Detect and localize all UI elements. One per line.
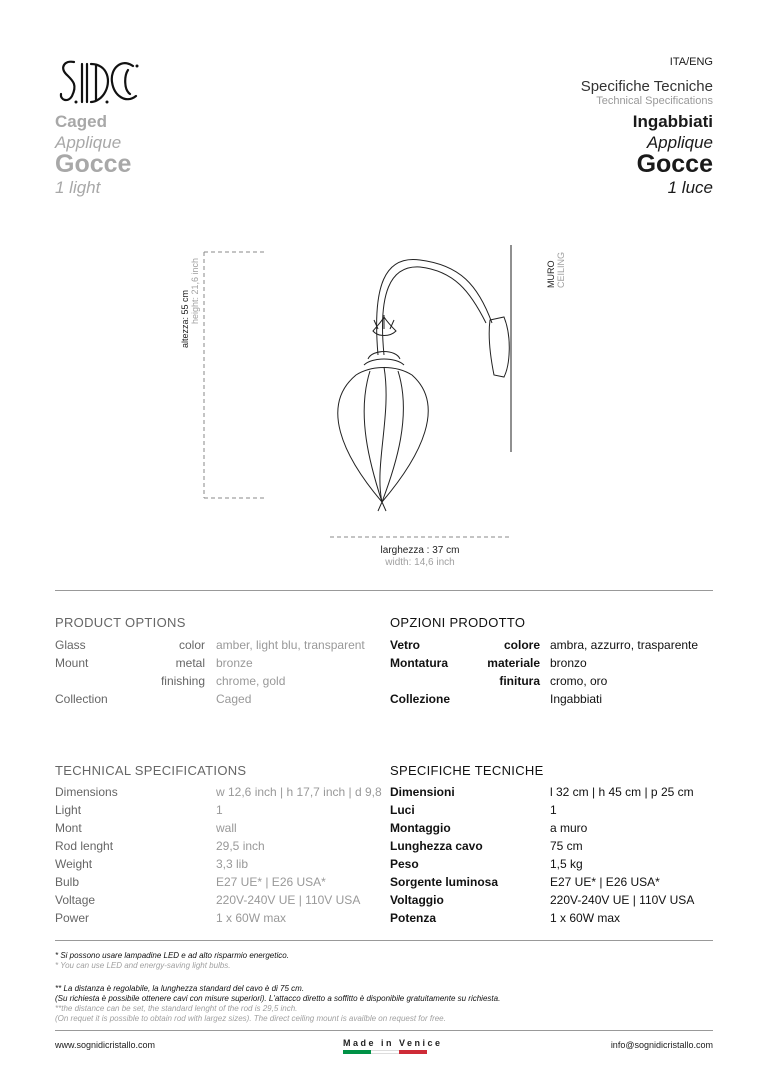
flag-green: [343, 1050, 371, 1054]
notes: [55, 951, 289, 971]
product-name-en: Gocce: [55, 150, 132, 178]
width-it: larghezza : 37 cm: [380, 545, 460, 556]
divider: [55, 590, 713, 591]
spec-value: 1 x 60W max: [550, 911, 621, 925]
option-value: amber, light blu, transparent: [216, 638, 365, 652]
category-it: Ingabbiati: [632, 112, 713, 131]
option-value: ambra, azzurro, trasparente: [550, 638, 699, 652]
note-2-it-a: ** La distanza è regolabile, la lunghezza standard del cavo è di 75 cm.: [55, 984, 305, 993]
spec-value: l 32 cm | h 45 cm | p 25 cm: [550, 785, 694, 799]
language-label: ITA/ENG: [669, 56, 713, 68]
option-sub: finishing: [160, 674, 205, 688]
option-label: Mount: [55, 656, 89, 670]
option-label: Vetro: [390, 638, 421, 652]
tech-specs-title-it: SPECIFICHE TECNICHE: [390, 763, 544, 778]
lamp-drawing: [160, 225, 580, 585]
spec-value: 1: [550, 803, 557, 817]
option-label: Collezione: [390, 692, 451, 706]
type-en: Applique: [55, 133, 122, 152]
spec-label: Voltaggio: [390, 893, 444, 907]
spec-value: E27 UE* | E26 USA*: [216, 875, 326, 889]
spec-value: E27 UE* | E26 USA*: [550, 875, 660, 889]
wall-en: CEILING: [556, 251, 566, 288]
spec-label: Bulb: [55, 875, 80, 889]
option-label: Collection: [55, 692, 108, 706]
spec-label: Potenza: [390, 911, 437, 925]
spec-label: Light: [55, 803, 82, 817]
product-name-it: Gocce: [636, 150, 713, 178]
spec-label: Voltage: [55, 893, 96, 907]
spec-value: 1,5 kg: [550, 857, 583, 871]
option-label: Glass: [55, 638, 86, 652]
spec-value: 220V-240V UE | 110V USA: [550, 893, 695, 907]
spec-value: wall: [216, 821, 237, 835]
spec-label: Power: [55, 911, 90, 925]
spec-value: 3,3 lib: [216, 857, 249, 871]
spec-title-en: Technical Specifications: [596, 95, 713, 107]
divider: [55, 1030, 713, 1031]
sdc-logo: [58, 56, 140, 108]
height-en: height: 21,6 inch: [190, 257, 200, 324]
wall-label: [546, 252, 566, 288]
option-value: cromo, oro: [550, 674, 608, 688]
option-label: Montatura: [390, 656, 448, 670]
option-sub: finitura: [499, 674, 540, 688]
spec-label: Weight: [55, 857, 93, 871]
spec-label: Dimensioni: [390, 785, 455, 799]
divider: [55, 940, 713, 941]
product-options-title-it: OPZIONI PRODOTTO: [390, 615, 526, 630]
option-value: Caged: [216, 692, 252, 706]
spec-value: 29,5 inch: [216, 839, 265, 853]
website-link[interactable]: www.sognidicristallo.com: [55, 1040, 156, 1050]
spec-title-it: Specifiche Tecniche: [580, 78, 713, 95]
spec-label: Dimensions: [55, 785, 118, 799]
lights-it: 1 luce: [667, 178, 713, 197]
option-sub: colore: [503, 638, 540, 652]
spec-value: 1: [216, 803, 223, 817]
spec-label: Lunghezza cavo: [390, 839, 483, 853]
spec-value: 75 cm: [550, 839, 583, 853]
made-in-venice: Made in Venice: [343, 1038, 443, 1048]
note-2-it-b: (Su richiesta è possibile ottenere cavi con misure superiori). L'attacco diretto a soffitto è disponibile gratuitamente su richiesta.: [55, 994, 501, 1003]
spec-value: w 12,6 inch | h 17,7 inch | d 9,8: [216, 785, 382, 799]
spec-label: Peso: [390, 857, 419, 871]
width-en: width: 14,6 inch: [385, 557, 455, 568]
spec-value: a muro: [550, 821, 588, 835]
flag-white: [371, 1050, 399, 1054]
lights-en: 1 light: [55, 178, 101, 197]
spec-label: Luci: [390, 803, 415, 817]
option-value: bronzo: [550, 656, 587, 670]
width-label: [365, 545, 475, 569]
tech-specs-title-en: TECHNICAL SPECIFICATIONS: [55, 763, 247, 778]
category-en: Caged: [55, 112, 107, 131]
spec-label: Rod lenght: [55, 839, 114, 853]
note-2-en-b: (On requet it is possible to obtain rod with largez sizes). The direct ceiling mount is availble on request for free.: [55, 1014, 446, 1023]
note-1-it: * Si possono usare lampadine LED e ad alto risparmio energetico.: [55, 951, 289, 960]
height-label: [180, 258, 200, 348]
option-value: bronze: [216, 656, 253, 670]
note-2-en-a: **the distance can be set, the standard lenght of the rod is 29,5 inch.: [55, 1004, 298, 1013]
product-options-title-en: PRODUCT OPTIONS: [55, 615, 186, 630]
option-value: Ingabbiati: [550, 692, 603, 706]
spec-label: Montaggio: [390, 821, 451, 835]
italian-flag-icon: [343, 1050, 427, 1054]
option-sub: materiale: [487, 656, 540, 670]
wall-it: MURO: [546, 260, 556, 288]
option-sub: color: [178, 638, 205, 652]
email-link[interactable]: info@sognidicristallo.com: [610, 1040, 713, 1050]
spec-label: Mont: [55, 821, 82, 835]
spec-value: 220V-240V UE | 110V USA: [216, 893, 361, 907]
notes-2: [55, 984, 500, 1024]
note-1-en: * You can use LED and energy-saving light bulbs.: [55, 961, 231, 970]
type-it: Applique: [646, 133, 713, 152]
spec-value: 1 x 60W max: [216, 911, 287, 925]
option-value: chrome, gold: [216, 674, 286, 688]
spec-label: Sorgente luminosa: [390, 875, 499, 889]
flag-red: [399, 1050, 427, 1054]
option-sub: metal: [175, 656, 205, 670]
height-it: altezza: 55 cm: [180, 289, 190, 348]
